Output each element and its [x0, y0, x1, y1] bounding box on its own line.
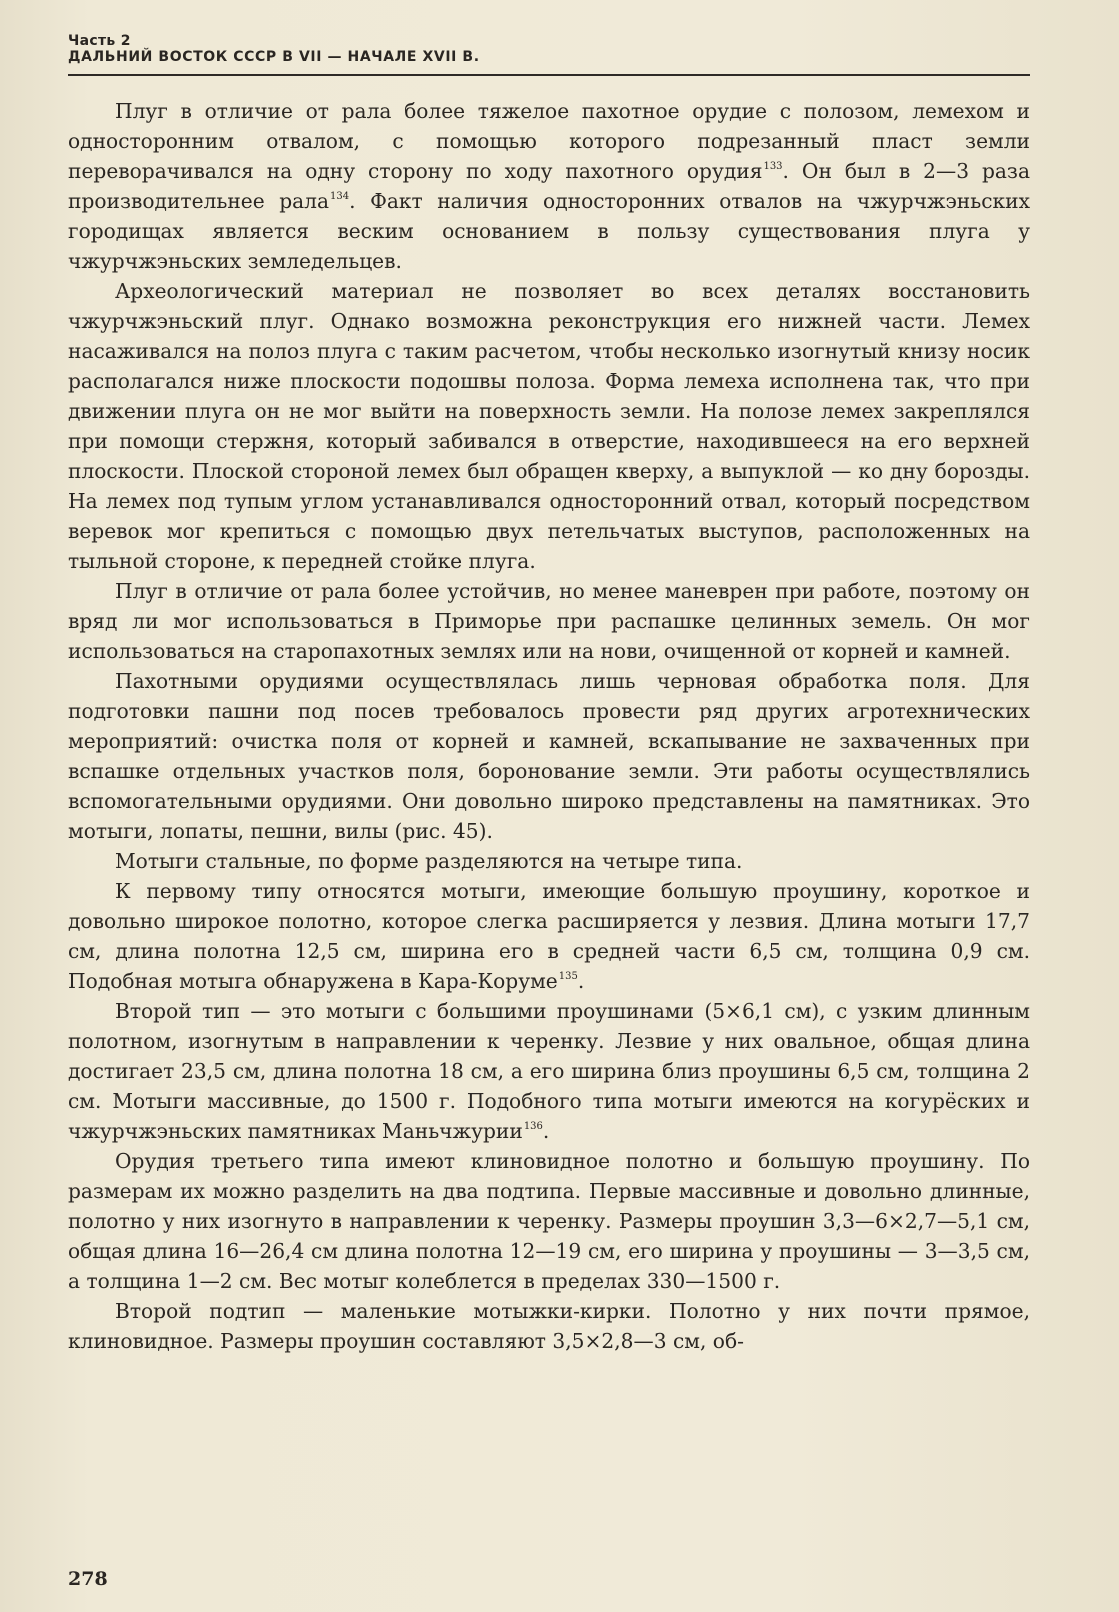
running-header — [68, 33, 1028, 65]
header-rule — [68, 74, 1030, 76]
body-text — [68, 96, 1030, 1356]
text-run: . Факт наличия односторонних отвалов на чжурчжэньских городищах является веским основанием в пользу существования плуга у чжурчжэньских земледельцев. — [68, 189, 1030, 273]
text-run: . — [542, 1119, 550, 1143]
text-run: . Он был в 2—3 раза производительнее рала — [68, 159, 1030, 213]
text-run: Мотыги стальные, по форме разделяются на четыре типа. — [115, 849, 743, 873]
footnote-ref: 136 — [523, 1121, 543, 1132]
text-run: Плуг в отличие от рала более устойчив, но менее маневрен при работе, поэтому он вряд ли мог использоваться в Приморье при распашке целинных земель. Он мог использоваться на старопахотных землях или на нови, очищенной от корней и камней. — [68, 579, 1030, 663]
footnote-ref: 134 — [330, 191, 350, 202]
paragraph — [68, 996, 1030, 1146]
text-run: Второй тип — это мотыги с большими проушинами (5×6,1 см), с узким длинным полотном, изогнутым в направлении к черенку. Лезвие у них овальное, общая длина достигает 23,5 см, длина полотна 18 см, а его ширина близ проушины 6,5 см, толщина 2 см. Мотыги массивные, до 1500 г. Подобного типа мотыги имеются на когурёских и чжурчжэньских памятниках Маньчжурии — [68, 999, 1030, 1143]
paragraph — [68, 96, 1030, 276]
part-label: Часть 2 — [68, 33, 131, 49]
text-run: Орудия третьего типа имеют клиновидное полотно и большую проушину. По размерам их можно разделить на два подтипа. Первые массивные и довольно длинные, полотно у них изогнуто в направлении к черенку. Размеры проушин 3,3—6×2,7—5,1 см, общая длина 16—26,4 см длина полотна 12—19 см, его ширина у проушины — 3—3,5 см, а толщина 1—2 см. Вес мотыг колеблется в пределах 330—1500 г. — [68, 1149, 1030, 1293]
footnote-ref: 133 — [763, 161, 783, 172]
paragraph — [68, 1146, 1030, 1296]
text-run: Плуг в отличие от рала более тяжелое пахотное орудие с полозом, лемехом и односторонним отвалом, с помощью которого подрезанный пласт земли переворачивался на одну сторону по ходу пахотного орудия — [68, 99, 1030, 183]
paragraph — [68, 276, 1030, 576]
paragraph — [68, 876, 1030, 996]
paragraph — [68, 666, 1030, 846]
text-run: К первому типу относятся мотыги, имеющие большую проушину, короткое и довольно широкое полотно, которое слегка расширяется у лезвия. Длина мотыги 17,7 см, длина полотна 12,5 см, ширина его в средней части 6,5 см, толщина 0,9 см. Подобная мотыга обнаружена в Кара-Коруме — [68, 879, 1030, 993]
paragraph — [68, 576, 1030, 666]
paragraph — [68, 1296, 1030, 1356]
text-run: . — [577, 969, 585, 993]
text-run: Археологический материал не позволяет во всех деталях восстановить чжурчжэньский плуг. Однако возможна реконструкция его нижней части. Лемех насаживался на полоз плуга с таким расчетом, чтобы несколько изогнутый книзу носик располагался ниже плоскости подошвы полоза. Форма лемеха исполнена так, что при движении плуга он не мог выйти на поверхность земли. На полозе лемех закреплялся при помощи стержня, который забивался в отверстие, находившееся на его верхней плоскости. Плоской стороной лемех был обращен кверху, а выпуклой — ко дну борозды. На лемех под тупым углом устанавливался односторонний отвал, который посредством веревок мог крепиться с помощью двух петельчатых выступов, расположенных на тыльной стороне, к передней стойке плуга. — [68, 279, 1030, 573]
text-run: Второй подтип — маленькие мотыжки-кирки. Полотно у них почти прямое, клиновидное. Размеры проушин составляют 3,5×2,8—3 см, об- — [68, 1299, 1030, 1353]
text-run: Пахотными орудиями осуществлялась лишь черновая обработка поля. Для подготовки пашни под посев требовалось провести ряд других агротехнических мероприятий: очистка поля от корней и камней, вскапывание не захваченных при вспашке отдельных участков поля, боронование земли. Эти работы осуществлялись вспомогательными орудиями. Они довольно широко представлены на памятниках. Это мотыги, лопаты, пешни, вилы (рис. 45). — [68, 669, 1030, 843]
paragraph — [68, 846, 1030, 876]
chapter-title: ДАЛЬНИЙ ВОСТОК СССР В VII — НАЧАЛЕ XVII В. — [68, 49, 480, 65]
footnote-ref: 135 — [558, 971, 578, 982]
page-number: 278 — [68, 1568, 108, 1590]
